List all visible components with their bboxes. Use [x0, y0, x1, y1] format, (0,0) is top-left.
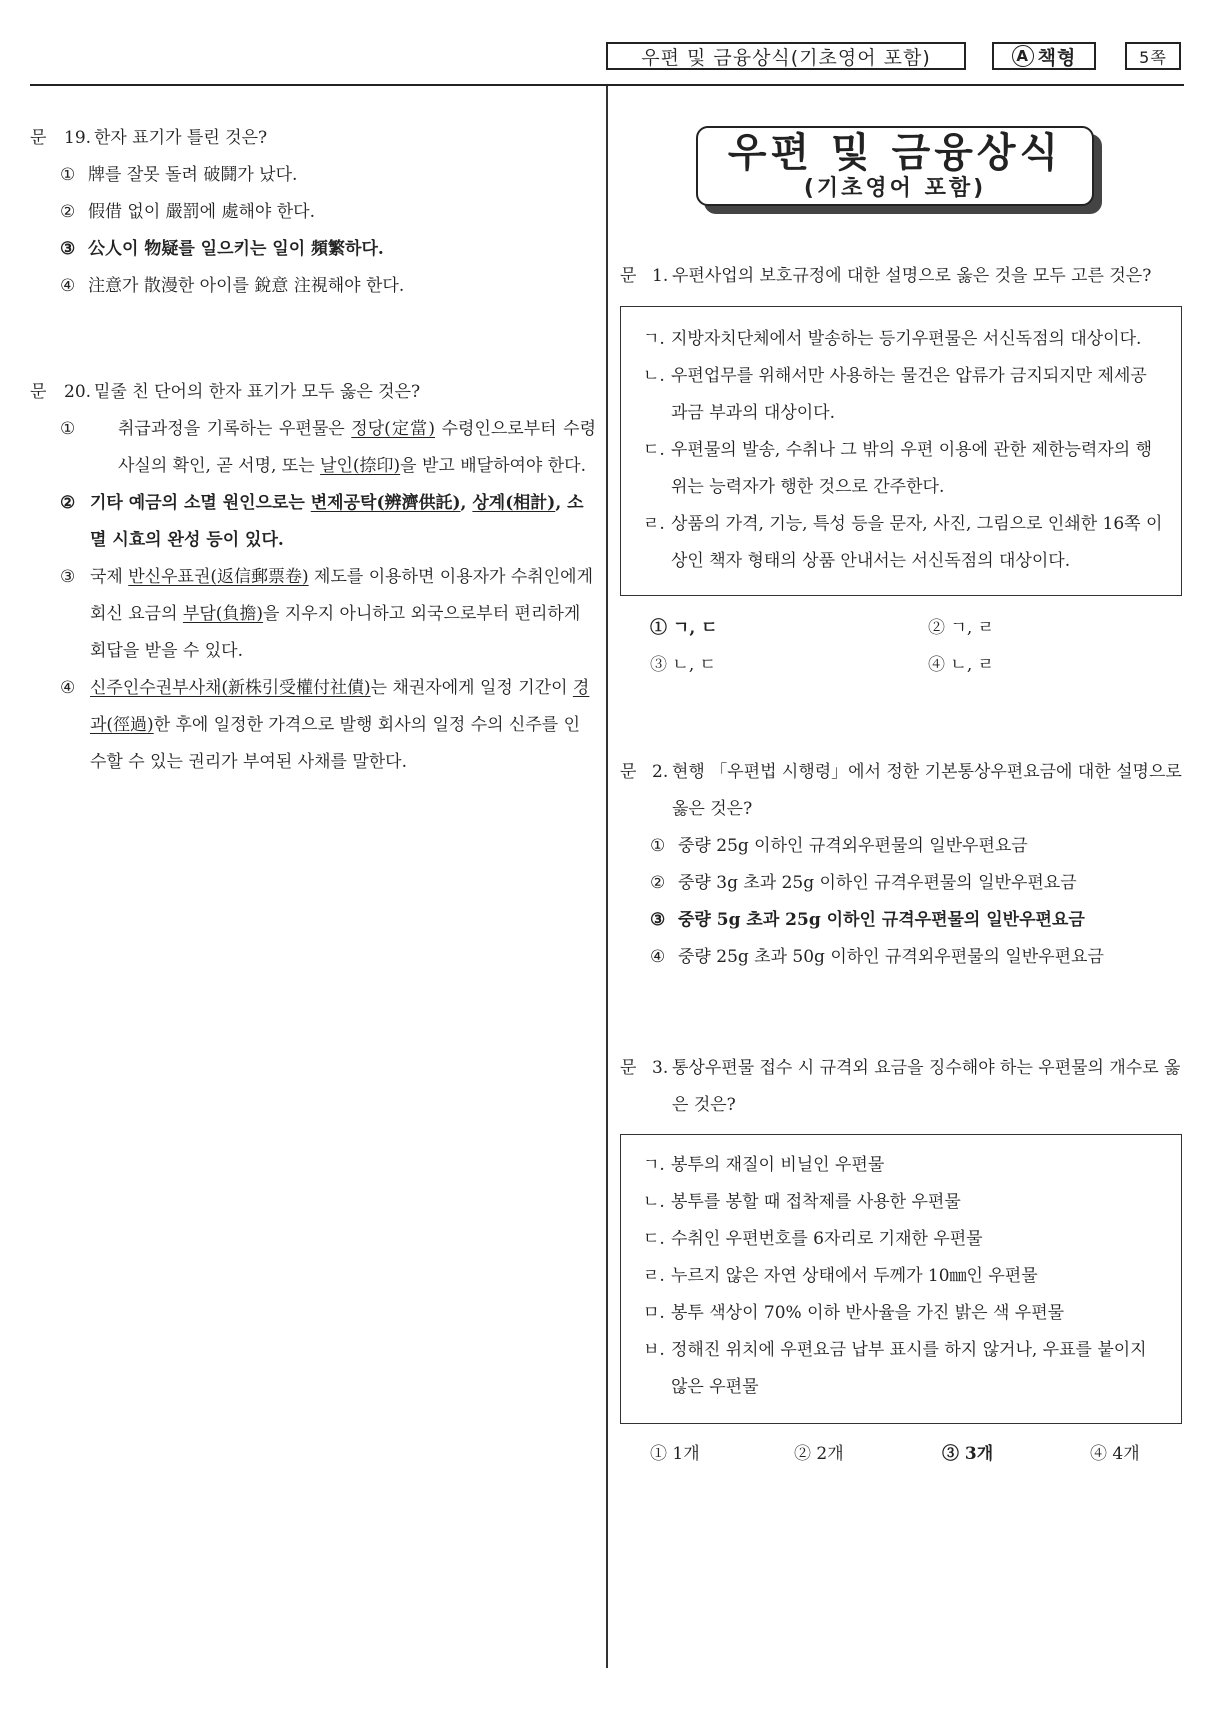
question-text: 밑줄 친 단어의 한자 표기가 모두 옳은 것은? — [94, 382, 421, 402]
underlined-word: 변제공탁(辨濟供託) — [310, 493, 461, 513]
section-title-main: 우편 및 금융상식 — [727, 130, 1063, 176]
question-number: 20. — [64, 382, 92, 402]
question-stem — [30, 120, 590, 157]
question-number: 19. — [64, 128, 92, 148]
underlined-word: 상계(相計) — [472, 493, 556, 513]
condition-text: 우편물의 발송, 수취나 그 밖의 우편 이용에 관한 제한능력자의 행위는 능력자가 행한 것으로 간주한다. — [671, 440, 1153, 497]
option-text: 假借 없이 嚴罰에 處해야 한다. — [88, 202, 315, 222]
option-text: 을 받고 배달하여야 한다. — [400, 456, 586, 476]
underlined-word: 부담(負擔) — [182, 604, 264, 624]
answer-option-2[interactable]: ② ㄱ, ㄹ — [928, 618, 995, 638]
option-4 — [650, 939, 1186, 976]
condition-text: 봉투의 재질이 비닐인 우편물 — [671, 1155, 885, 1175]
option-text: 제도를 이용하면 이용자가 수취인에게 회신 요금의 — [90, 567, 593, 624]
option-4 — [60, 268, 590, 305]
section-title-sub: (기초영어 포함) — [803, 176, 987, 201]
condition-text: 수취인 우편번호를 6자리로 기재한 우편물 — [671, 1229, 983, 1249]
condition-label: ㄷ. — [643, 1229, 665, 1249]
condition-label: ㄹ. — [643, 1266, 665, 1286]
answer-option-3[interactable]: ③ ㄴ, ㄷ — [650, 655, 717, 675]
option-1 — [650, 828, 1186, 865]
option-3 — [60, 231, 590, 268]
question-text: 현행 「우편법 시행령」에서 정한 기본통상우편요금에 대한 설명으로 옳은 것은? — [672, 762, 1182, 819]
answer-option-1[interactable]: ① 1개 — [650, 1444, 700, 1464]
question-marker: 문 — [620, 1058, 637, 1078]
option-mark: ③ — [650, 910, 666, 930]
condition-item — [643, 1295, 1163, 1332]
header-subject — [606, 42, 966, 70]
question-stem — [620, 754, 1186, 828]
answer-option-4[interactable]: ④ ㄴ, ㄹ — [928, 655, 995, 675]
booklet-type-label: 책형 — [1037, 46, 1077, 69]
underlined-word: 반신우표권(返信郵票卷) — [128, 567, 309, 587]
condition-label: ㄱ. — [643, 329, 665, 349]
option-3 — [650, 902, 1186, 939]
question-stem — [620, 1050, 1186, 1124]
option-text: 을 지우지 아니하고 외국으로부터 편리하게 회답을 받을 수 있다. — [90, 604, 581, 661]
underlined-word: 정당(定當) — [351, 419, 435, 439]
question-number: 3. — [652, 1058, 669, 1078]
condition-item — [643, 432, 1163, 506]
option-text: 중량 5g 초과 25g 이하인 규격우편물의 일반우편요금 — [678, 910, 1085, 930]
question-marker: 문 — [30, 382, 47, 402]
option-mark: ③ — [60, 567, 76, 587]
option-1 — [60, 411, 596, 485]
option-2 — [60, 485, 596, 559]
option-1 — [60, 157, 590, 194]
condition-item — [643, 1184, 1163, 1221]
option-2 — [650, 865, 1186, 902]
option-mark: ② — [60, 493, 76, 513]
condition-text: 누르지 않은 자연 상태에서 두께가 10㎜인 우편물 — [671, 1266, 1038, 1286]
option-text: , — [460, 493, 473, 513]
condition-label: ㅁ. — [643, 1303, 665, 1323]
question-number: 2. — [652, 762, 669, 782]
question-stem — [30, 374, 596, 411]
condition-item — [643, 321, 1163, 358]
condition-text: 봉투를 봉할 때 접착제를 사용한 우편물 — [671, 1192, 961, 1212]
option-text: 牌를 잘못 돌려 破鬪가 났다. — [88, 165, 298, 185]
condition-text: 우편업무를 위해서만 사용하는 물건은 압류가 금지되지만 제세공과금 부과의 대상이다. — [671, 366, 1147, 423]
condition-item — [643, 1147, 1163, 1184]
option-text: 公人이 物疑를 일으키는 일이 頻繁하다. — [88, 239, 384, 259]
answer-option-1[interactable]: ① ㄱ, ㄷ — [650, 618, 718, 638]
option-mark: ② — [650, 873, 666, 893]
option-text: 는 채권자에게 일정 기간이 — [370, 678, 573, 698]
question-text: 통상우편물 접수 시 규격외 요금을 징수해야 하는 우편물의 개수로 옳은 것은? — [672, 1058, 1181, 1115]
question-text: 한자 표기가 틀린 것은? — [94, 128, 268, 148]
option-text: , 소멸 시효의 완성 등이 있다. — [90, 493, 584, 550]
option-mark: ② — [60, 202, 76, 222]
condition-item — [643, 1258, 1163, 1295]
option-text: 취급과정을 기록하는 우편물은 — [118, 419, 352, 439]
condition-label: ㄹ. — [643, 514, 665, 534]
condition-label: ㄴ. — [643, 1192, 665, 1212]
title-box — [696, 126, 1094, 206]
option-text: 기타 예금의 소멸 원인으로는 — [90, 493, 311, 513]
condition-item — [643, 358, 1163, 432]
condition-text: 상품의 가격, 기능, 특성 등을 문자, 사진, 그림으로 인쇄한 16쪽 이상인 책자 형태의 상품 안내서는 서신독점의 대상이다. — [671, 514, 1163, 571]
question-1-condition-box — [620, 306, 1182, 596]
header-subject-text: 우편 및 금융상식(기초영어 포함) — [641, 46, 931, 69]
option-mark: ③ — [60, 239, 76, 259]
condition-label: ㅂ. — [643, 1340, 665, 1360]
option-mark: ④ — [60, 678, 76, 698]
option-4 — [60, 670, 596, 781]
condition-text: 지방자치단체에서 발송하는 등기우편물은 서신독점의 대상이다. — [671, 329, 1142, 349]
question-1-answers — [650, 610, 1170, 690]
condition-label: ㄴ. — [643, 366, 665, 386]
question-stem — [620, 258, 1186, 295]
condition-item — [643, 506, 1163, 580]
option-mark: ④ — [60, 276, 76, 296]
option-text: 중량 25g 초과 50g 이하인 규격외우편물의 일반우편요금 — [678, 947, 1104, 967]
question-text: 우편사업의 보호규정에 대한 설명으로 옳은 것을 모두 고른 것은? — [672, 266, 1152, 286]
underlined-word: 경과(徑過) — [90, 678, 590, 735]
condition-label: ㄷ. — [643, 440, 665, 460]
option-text: 중량 3g 초과 25g 이하인 규격우편물의 일반우편요금 — [678, 873, 1077, 893]
option-text: 국제 — [90, 567, 129, 587]
question-20 — [30, 374, 596, 781]
header-page-number — [1125, 42, 1181, 70]
option-3 — [60, 559, 596, 670]
answer-option-3[interactable]: ③ 3개 — [942, 1444, 994, 1464]
option-mark: ④ — [650, 947, 666, 967]
option-2 — [60, 194, 590, 231]
option-mark: ① — [60, 419, 76, 439]
option-text: 한 후에 일정한 가격으로 발행 회사의 일정 수의 신주를 인수할 수 있는 권리가 부여된 사채를 말한다. — [90, 715, 581, 772]
question-19 — [30, 120, 590, 305]
option-mark: ① — [60, 165, 76, 185]
condition-label: ㄱ. — [643, 1155, 665, 1175]
answer-option-2[interactable]: ② 2개 — [794, 1444, 844, 1464]
question-marker: 문 — [620, 762, 637, 782]
option-mark: ① — [650, 836, 666, 856]
question-number: 1. — [652, 266, 669, 286]
answer-option-4[interactable]: ④ 4개 — [1090, 1444, 1140, 1464]
option-text: 중량 25g 이하인 규격외우편물의 일반우편요금 — [678, 836, 1028, 856]
booklet-letter-circle: A — [1012, 45, 1034, 67]
question-3-condition-box — [620, 1134, 1182, 1424]
question-2 — [620, 754, 1186, 976]
condition-text: 정해진 위치에 우편요금 납부 표시를 하지 않거나, 우표를 붙이지 않은 우편물 — [671, 1340, 1147, 1397]
question-1 — [620, 258, 1186, 295]
header-booklet-type — [992, 42, 1096, 70]
underlined-word: 날인(捺印) — [320, 456, 401, 476]
column-divider — [606, 86, 608, 1668]
question-3-answers — [650, 1436, 1170, 1476]
question-marker: 문 — [30, 128, 47, 148]
underlined-word: 신주인수권부사채(新株引受權付社債) — [90, 678, 371, 698]
section-title — [696, 126, 1102, 210]
question-3 — [620, 1050, 1186, 1124]
condition-item — [643, 1332, 1163, 1406]
option-text: 注意가 散漫한 아이를 銳意 注視해야 한다. — [88, 276, 405, 296]
condition-text: 봉투 색상이 70% 이하 반사율을 가진 밝은 색 우편물 — [671, 1303, 1065, 1323]
question-marker: 문 — [620, 266, 637, 286]
condition-item — [643, 1221, 1163, 1258]
option-text: 수령인으로부터 수령 사실의 확인, 곧 서명, 또는 — [118, 419, 596, 476]
page-number-text: 5쪽 — [1139, 47, 1167, 67]
